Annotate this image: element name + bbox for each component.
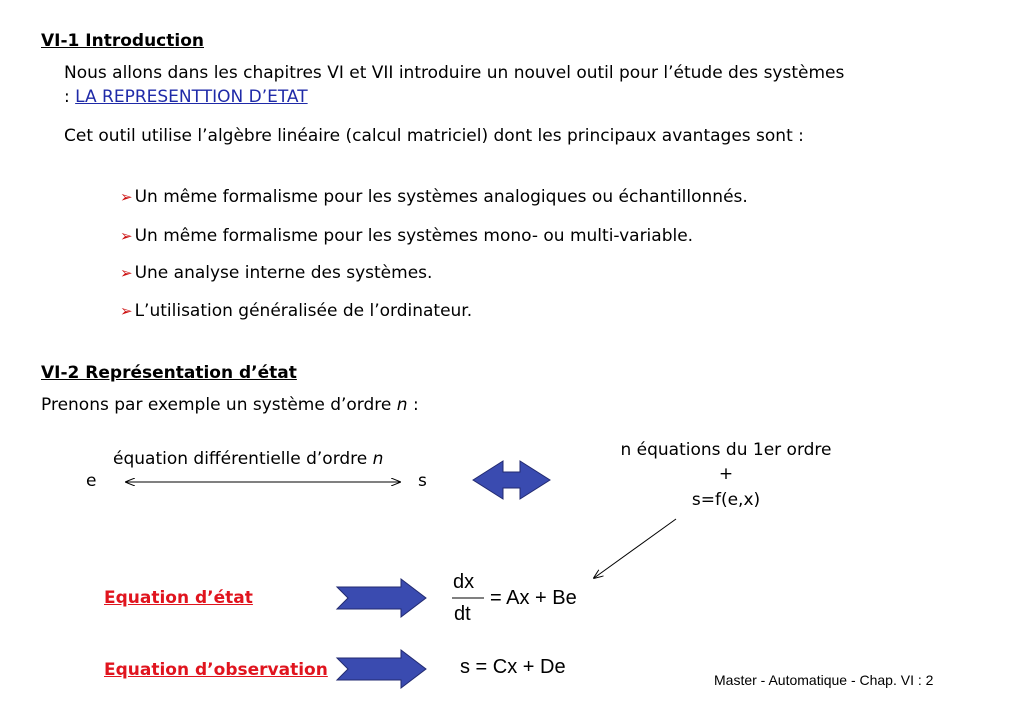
diff-eq-var: n [372, 449, 384, 469]
obs-eq-arrow-icon [337, 650, 426, 688]
input-e-label: e [86, 471, 97, 491]
section1-heading: VI-1 Introduction [41, 31, 204, 51]
section2-heading: VI-2 Représentation d’état [41, 363, 297, 383]
state-equation-label: Equation d’état [104, 588, 253, 608]
intro-colon: : [64, 87, 76, 107]
state-eq-arrow-icon [337, 579, 426, 617]
right-line1: n équations du 1er ordre [620, 440, 832, 460]
state-eq-denominator: dt [454, 603, 471, 625]
observation-equation-label: Equation d’observation [104, 660, 328, 680]
right-line2: + [718, 464, 734, 484]
arrow-bullet-icon: ➢ [120, 302, 133, 320]
bullet-text: L’utilisation généralisée de l’ordinateur. [134, 301, 473, 321]
right-line3: s=f(e,x) [691, 490, 761, 510]
diff-eq-text: équation différentielle d’ordre [113, 449, 373, 469]
slide-footer: Master - Automatique - Chap. VI : 2 [714, 672, 934, 688]
order-variable: n [396, 395, 408, 415]
pointer-arrow [594, 519, 676, 578]
advantages-paragraph: Cet outil utilise l’algèbre linéaire (calcul matriciel) dont les principaux avantages sont : [64, 126, 804, 146]
state-eq-numerator: dx [453, 571, 475, 593]
bullet-text: Un même formalisme pour les systèmes mono- ou multi-variable. [134, 226, 694, 246]
arrow-bullet-icon: ➢ [120, 227, 133, 245]
observation-eq-expr: s = Cx + De [460, 656, 566, 678]
arrow-bullet-icon: ➢ [120, 264, 133, 282]
intro-paragraph-line1: Nous allons dans les chapitres VI et VII introduire un nouvel outil pour l’étude des systèmes [64, 63, 845, 83]
state-eq-rhs: = Ax + Be [490, 587, 577, 609]
double-arrow-icon [473, 461, 550, 499]
arrow-bullet-icon: ➢ [120, 188, 133, 206]
state-representation-link[interactable]: LA REPRESENTTION D’ETAT [75, 87, 308, 107]
output-s-label: s [418, 471, 427, 491]
bullet-text: Un même formalisme pour les systèmes analogiques ou échantillonnés. [134, 187, 748, 207]
intro-prefix: Prenons par exemple un système d’ordre [41, 395, 397, 415]
intro-suffix: : [407, 395, 419, 415]
bullet-text: Une analyse interne des systèmes. [134, 263, 433, 283]
